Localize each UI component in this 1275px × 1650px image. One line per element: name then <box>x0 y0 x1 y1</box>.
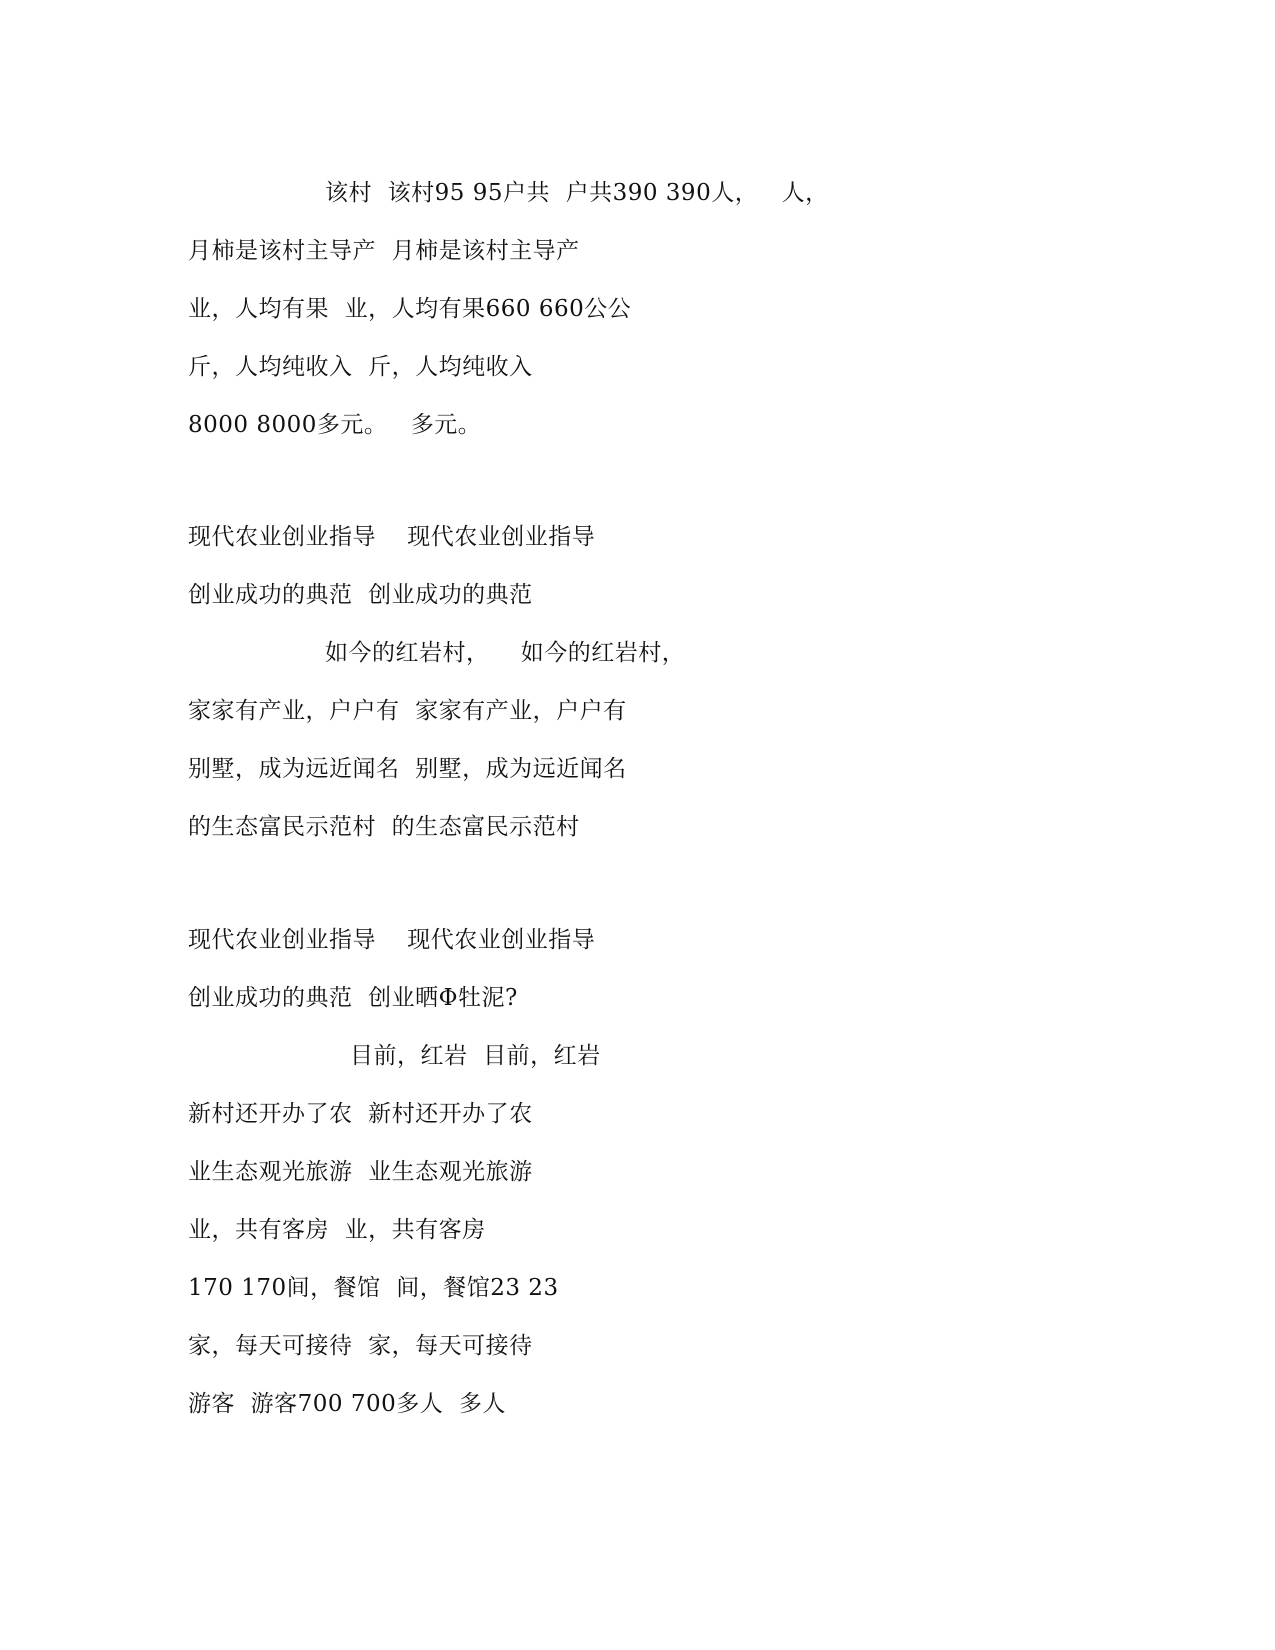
paragraph-line: 如今的红岩村， 如今的红岩村， <box>325 640 686 666</box>
paragraph-line: 斤，人均纯收入 斤，人均纯收入 <box>188 354 533 380</box>
paragraph-line: 游客 游客700 700多人 多人 <box>188 1391 506 1417</box>
paragraph-line: 的生态富民示范村 的生态富民示范村 <box>188 814 580 840</box>
paragraph-line: 业，人均有果 业，人均有果660 660公公 <box>188 296 632 322</box>
section-heading: 现代农业创业指导 现代农业创业指导 <box>188 524 596 550</box>
paragraph-line: 家，每天可接待 家，每天可接待 <box>188 1333 533 1359</box>
section-subheading: 创业成功的典范 创业晒Φ牡泥? <box>188 985 518 1011</box>
paragraph-line: 家家有产业，户户有 家家有产业，户户有 <box>188 698 627 724</box>
paragraph-line: 该村 该村95 95户共 户共390 390人， 人， <box>325 180 829 206</box>
paragraph-line: 新村还开办了农 新村还开办了农 <box>188 1101 533 1127</box>
paragraph-line: 业，共有客房 业，共有客房 <box>188 1217 486 1243</box>
paragraph-line: 目前，红岩 目前，红岩 <box>350 1043 601 1069</box>
paragraph-line: 月柿是该村主导产 月柿是该村主导产 <box>188 238 580 264</box>
paragraph-line: 别墅，成为远近闻名 别墅，成为远近闻名 <box>188 756 627 782</box>
section-heading: 现代农业创业指导 现代农业创业指导 <box>188 927 596 953</box>
paragraph-line: 8000 8000多元。 多元。 <box>188 412 482 438</box>
paragraph-line: 170 170间，餐馆 间，餐馆23 23 <box>188 1275 559 1301</box>
paragraph-line: 业生态观光旅游 业生态观光旅游 <box>188 1159 533 1185</box>
section-subheading: 创业成功的典范 创业成功的典范 <box>188 582 533 608</box>
